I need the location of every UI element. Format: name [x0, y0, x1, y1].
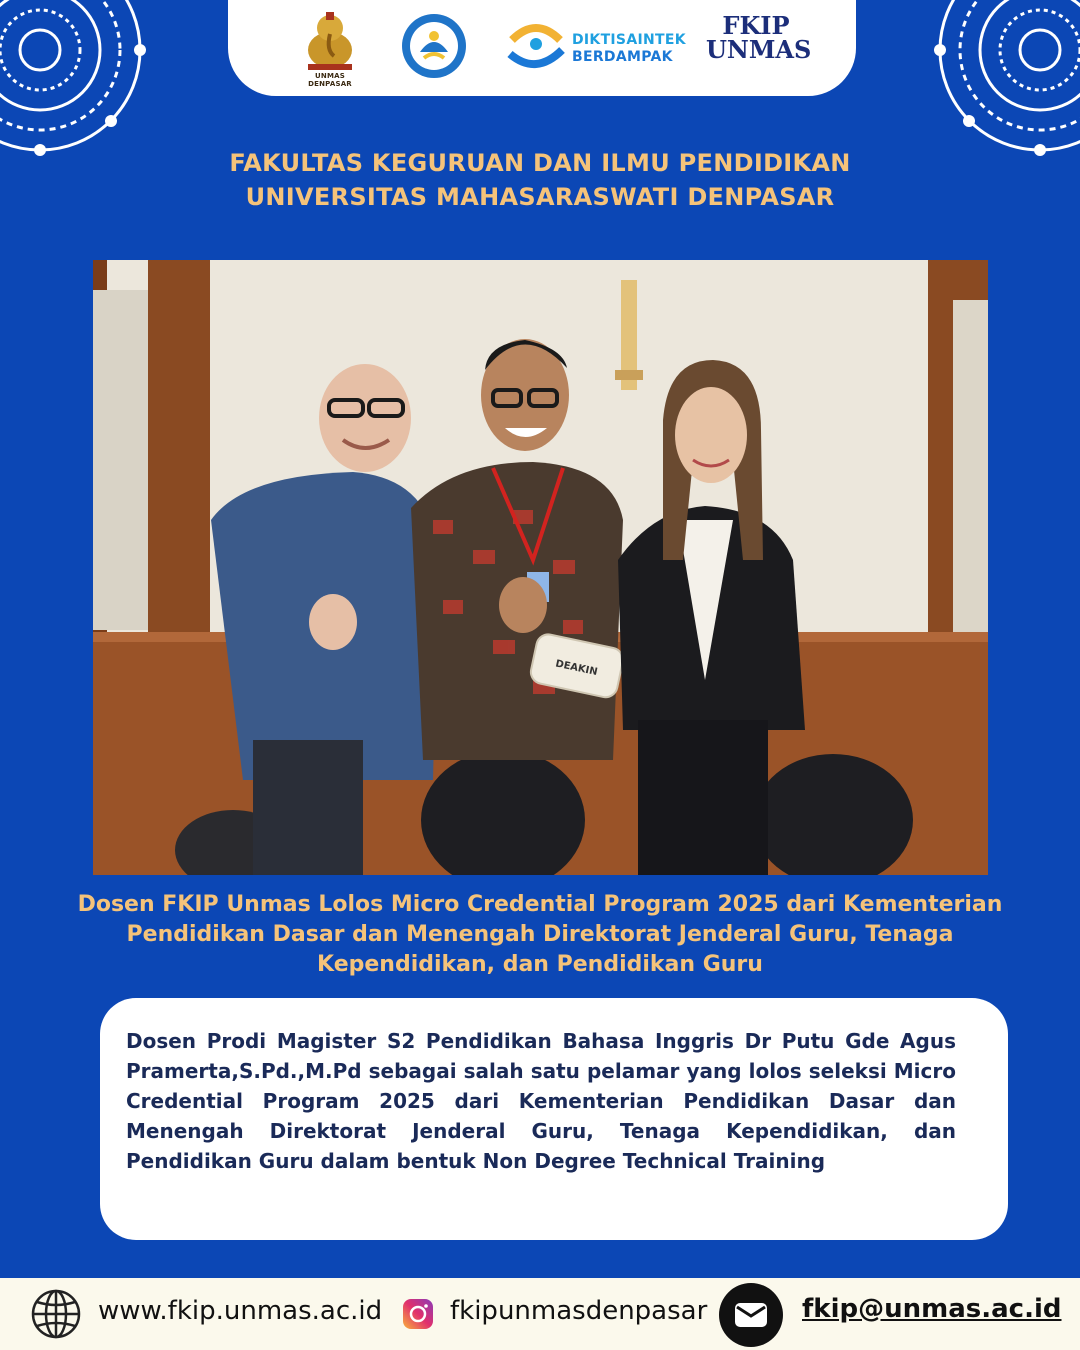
photo-illustration — [93, 260, 988, 875]
headline-line3: Kependidikan, dan Pendidikan Guru — [317, 952, 763, 977]
website-link[interactable]: www.fkip.unmas.ac.id — [98, 1296, 383, 1326]
description-card — [100, 998, 1008, 1240]
mandala-ornament-right — [930, 0, 1080, 160]
unmas-logo — [300, 10, 360, 88]
tut-wuri-icon — [400, 12, 468, 80]
faculty-line2: UNIVERSITAS MAHASARASWATI DENPASAR — [245, 183, 835, 211]
dikti-line2: BERDAMPAK — [572, 49, 673, 65]
bag-label: DEAKIN — [554, 658, 599, 679]
dikti-line1: DIKTISAINTEK — [572, 32, 686, 48]
description-text: Dosen Prodi Magister S2 Pendidikan Bahasa Inggris Dr Putu Gde Agus Pramerta,S.Pd.,M.Pd sebagai salah satu pelamar yang lolos seleksi Micro Credential Program 2025 dari Kementerian Pendidikan Dasar dan Menengah Direktorat Jenderal Guru, Tenaga Kependidikan, dan Pendidikan Guru dalam bentuk Non Degree Technical Training — [126, 1029, 956, 1173]
fkip-line2: UNMAS — [706, 35, 812, 64]
email-link[interactable]: fkip@unmas.ac.id — [802, 1294, 1062, 1324]
logo-bar — [228, 0, 856, 96]
fkip-unmas-logo — [706, 11, 812, 64]
instagram-link[interactable]: fkipunmasdenpasar — [450, 1296, 708, 1326]
footer-contact-bar — [0, 1278, 1080, 1350]
diktisaintek-icon — [506, 20, 566, 76]
tut-wuri-handayani-logo — [400, 12, 468, 80]
faculty-line1: FAKULTAS KEGURUAN DAN ILMU PENDIDIKAN — [229, 149, 851, 177]
diktisaintek-logo — [506, 20, 686, 76]
headline-line2: Pendidikan Dasar dan Menengah Direktorat Jenderal Guru, Tenaga — [126, 922, 954, 947]
faculty-title — [0, 146, 1080, 214]
fkip-line1: FKIP — [722, 11, 790, 40]
unmas-caption: UNMAS DENPASAR — [308, 72, 352, 88]
instagram-icon — [402, 1298, 434, 1330]
ganesha-icon — [300, 10, 360, 72]
mandala-ornament-left — [0, 0, 150, 160]
globe-icon — [30, 1288, 82, 1340]
headline-line1: Dosen FKIP Unmas Lolos Micro Credential Program 2025 dari Kementerian — [77, 892, 1003, 917]
headline — [20, 890, 1060, 980]
email-icon — [718, 1282, 784, 1348]
group-photo — [93, 260, 988, 875]
